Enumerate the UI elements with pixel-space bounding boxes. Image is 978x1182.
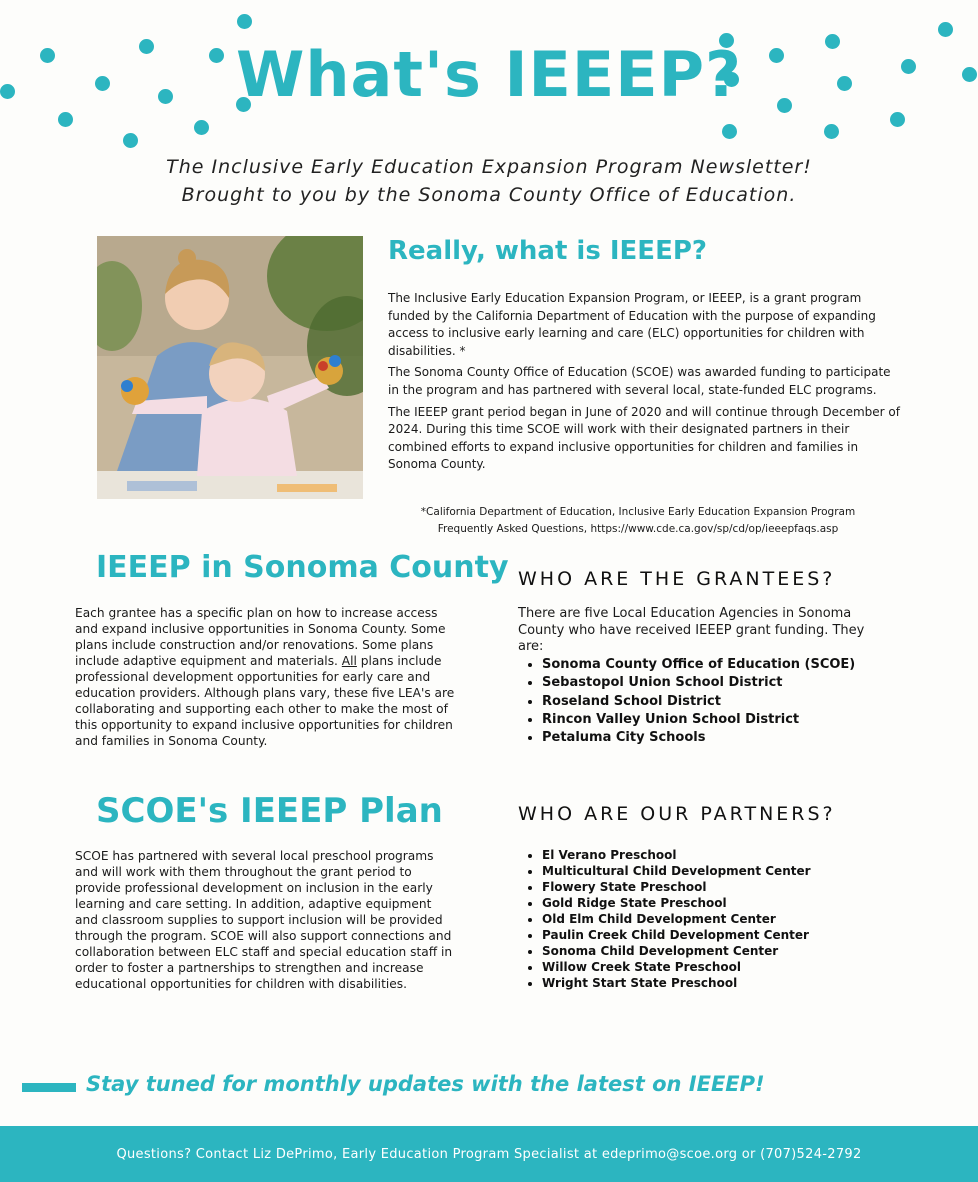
footnote-line-1: *California Department of Education, Inclusive Early Education Expansion Program	[420, 506, 856, 518]
dot-icon	[58, 112, 73, 127]
page-title: What's IEEEP?	[235, 38, 742, 111]
partner-item: • Willow Creek State Preschool	[542, 959, 811, 975]
photo-illustration	[97, 236, 363, 499]
teacher-child-photo	[97, 236, 363, 499]
contact-footer: Questions? Contact Liz DePrimo, Early Education Program Specialist at edeprimo@scoe.org or (707)524-2792	[0, 1126, 978, 1182]
grantees-heading: WHO ARE THE GRANTEES?	[518, 568, 836, 590]
grantee-item: • Petaluma City Schools	[542, 729, 855, 747]
dot-icon	[722, 124, 737, 139]
intro-paragraph: The Inclusive Early Education Expansion Program, or IEEEP, is a grant program funded by the California Department of Education with the purpose of expanding access to inclusive early learning and care (ELC) opportunities for children with disabilities. *	[388, 291, 876, 358]
intro-paragraph: The IEEEP grant period began in June of 2020 and will continue through December of 2024. During this time SCOE will work with their designated partners in their combined efforts to expand inclusive opportunities for children and families in Sonoma County.	[388, 404, 900, 472]
grantees-list	[520, 656, 855, 747]
plan-body: SCOE has partnered with several local preschool programs and will work with them throughout the grant period to provide professional development on inclusion in the early learning and care setting. In addition, adaptive equipment and classroom supplies to support inclusion will be provided through the program. SCOE will also support connections and collaboration between ELC staff and special education staff in order to foster a partnerships to strengthen and increase educational opportunities for children with disabilities.	[75, 849, 453, 991]
intro-paragraph: The Sonoma County Office of Education (SCOE) was awarded funding to participate in the program and has partnered with several local, state-funded ELC programs.	[388, 365, 891, 397]
subtitle	[0, 153, 978, 209]
plan-heading: SCOE's IEEEP Plan	[96, 791, 443, 831]
tagline: Stay tuned for monthly updates with the latest on IEEEP!	[86, 1072, 765, 1096]
dot-icon	[237, 14, 252, 29]
sonoma-text-after: plans include professional development opportunities for early care and education providers. Although plans vary, these five LEA's are collaborating and supporting each other to make the most of this opportunity to expand inclusive opportunities for children and families in Sonoma County.	[75, 654, 455, 748]
partner-item: • Wright Start State Preschool	[542, 975, 811, 991]
sonoma-body	[75, 605, 457, 749]
sonoma-text-underlined: All	[341, 654, 357, 668]
intro-body	[388, 290, 904, 478]
grantee-item: • Sebastopol Union School District	[542, 674, 855, 692]
intro-heading: Really, what is IEEEP?	[388, 236, 707, 266]
grantee-item: • Rincon Valley Union School District	[542, 711, 855, 729]
dot-icon	[890, 112, 905, 127]
subtitle-line-2: Brought to you by the Sonoma County Office of Education.	[181, 184, 797, 206]
accent-bar	[22, 1083, 76, 1092]
partner-item: • Gold Ridge State Preschool	[542, 895, 811, 911]
sonoma-text-before: Each grantee has a specific plan on how to increase access and expand inclusive opportunities in Sonoma County. Some plans include construction and/or renovations. Some plans include adaptive equipment and materials.	[75, 606, 446, 668]
grantee-item: • Roseland School District	[542, 693, 855, 711]
intro-footnote	[388, 504, 888, 538]
dot-icon	[123, 133, 138, 148]
dot-icon	[194, 120, 209, 135]
partner-item: • Old Elm Child Development Center	[542, 911, 811, 927]
partner-item: • Paulin Creek Child Development Center	[542, 927, 811, 943]
footnote-line-2: Frequently Asked Questions, https://www.cde.ca.gov/sp/cd/op/ieeepfaqs.asp	[437, 523, 839, 535]
grantees-intro: There are five Local Education Agencies in Sonoma County who have received IEEEP grant funding. They are:	[518, 606, 865, 654]
partners-list	[520, 847, 811, 991]
dot-icon	[938, 22, 953, 37]
sonoma-heading: IEEEP in Sonoma County	[96, 550, 509, 585]
partner-item: • El Verano Preschool	[542, 847, 811, 863]
partner-item: • Sonoma Child Development Center	[542, 943, 811, 959]
grantee-item: • Sonoma County Office of Education (SCOE)	[542, 656, 855, 674]
dot-icon	[824, 124, 839, 139]
partner-item: • Flowery State Preschool	[542, 879, 811, 895]
partner-item: • Multicultural Child Development Center	[542, 863, 811, 879]
subtitle-line-1: The Inclusive Early Education Expansion Program Newsletter!	[166, 156, 812, 178]
partners-heading: WHO ARE OUR PARTNERS?	[518, 803, 836, 825]
